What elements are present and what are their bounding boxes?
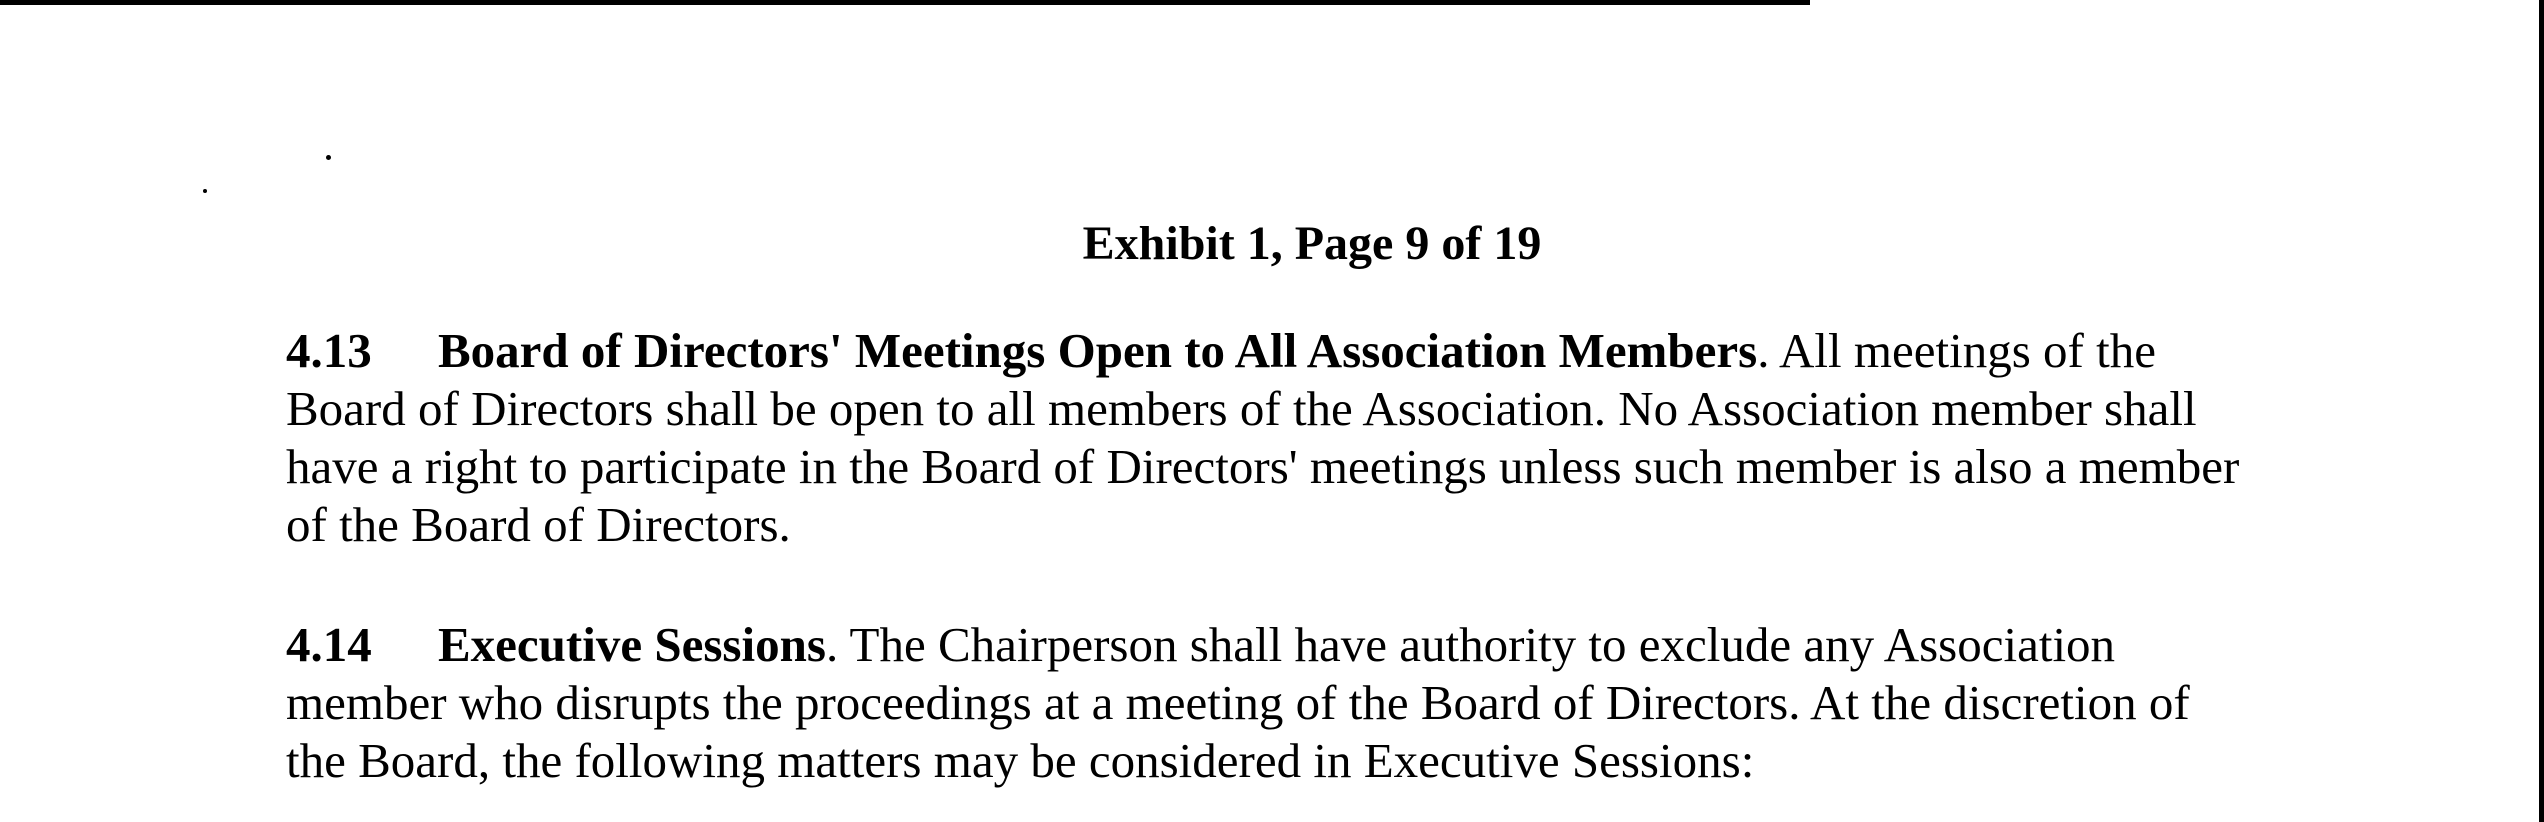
section-body: . The Chairperson shall have authority to exclude any Association member who disrupts the proceedings at a meeting of the Board of Directors. At the discretion of the Board, the following matters may be considered in Executive Sessions: [286,617,2190,788]
section-number: 4.14 [286,617,372,672]
section-4-14 [286,616,2246,790]
scan-speck [203,189,207,193]
scan-border-top [0,0,1810,5]
section-title: Executive Sessions [438,617,826,672]
section-4-13 [286,322,2246,554]
section-body: . All meetings of the Board of Directors shall be open to all members of the Association. No Association member shall have a right to participate in the Board of Directors' meetings unless such member is also a member of the Board of Directors. [286,323,2240,552]
scan-speck [326,155,331,160]
exhibit-page-header: Exhibit 1, Page 9 of 19 [1082,217,1542,270]
section-title: Board of Directors' Meetings Open to All Association Members [438,323,1758,378]
scan-border-right [2539,0,2544,822]
section-number: 4.13 [286,323,372,378]
